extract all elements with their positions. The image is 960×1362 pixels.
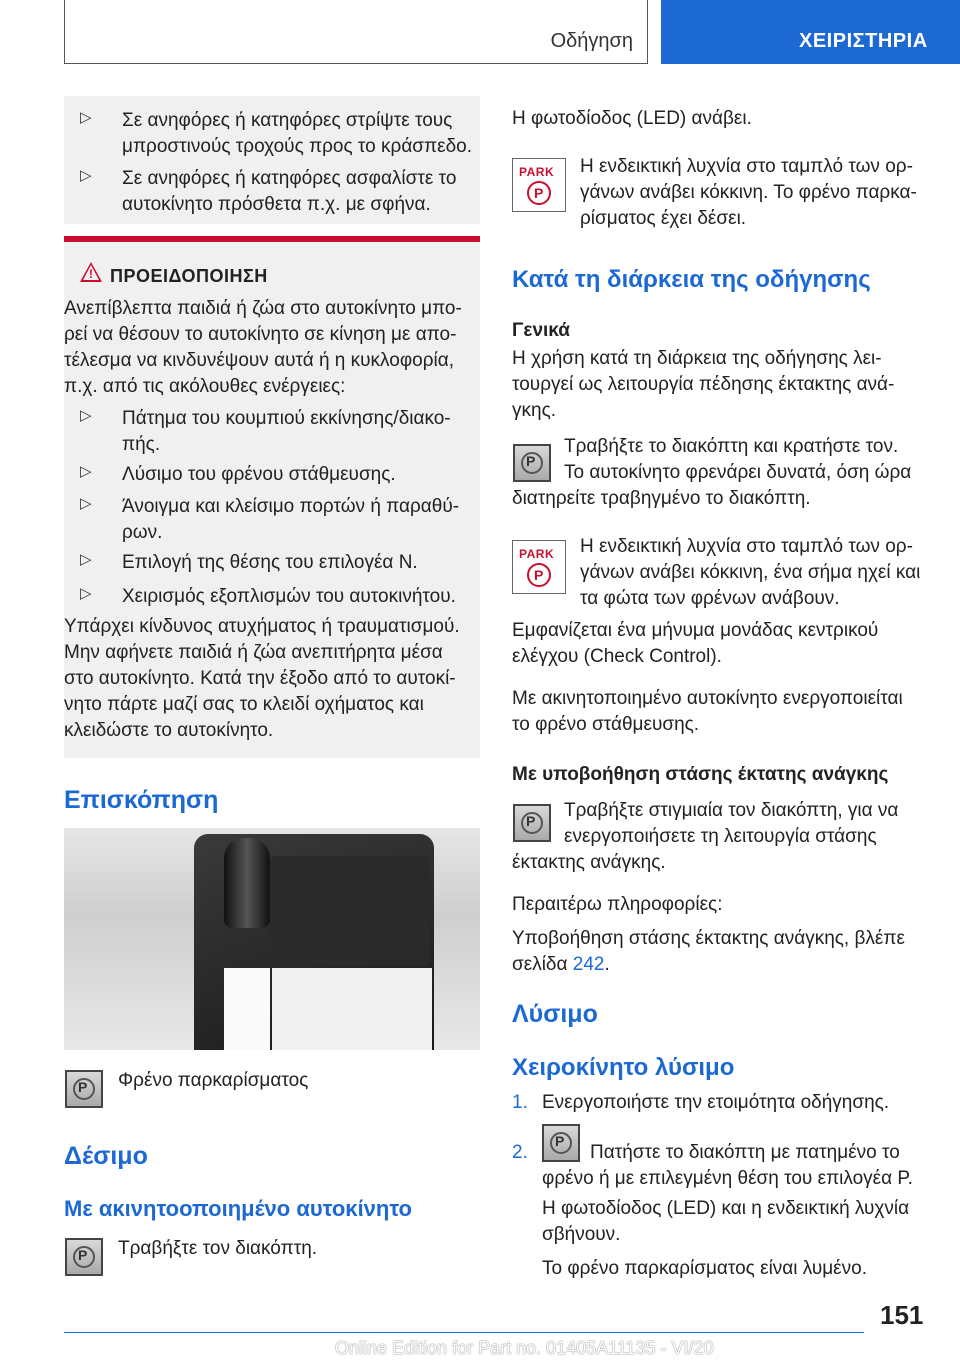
manual-release-heading: Χειροκίνητο λύσιμο: [512, 1054, 735, 1081]
bullet-icon: ▷: [80, 109, 92, 126]
park-warning-lamp-icon: PARK P: [512, 158, 566, 212]
step-1-text: Ενεργοποιήστε την ετοιμότητα οδήγησης.: [542, 1092, 890, 1113]
step-2-text: Πατήστε το διακόπτη με πατημένο το φρένο ή με επιλεγμένη θέση του επιλογέα P.: [542, 1142, 913, 1189]
footer-divider: [64, 1332, 864, 1333]
section-title: Οδήγηση: [550, 30, 633, 52]
chapter-title: ΧΕΙΡΙΣΤΗΡΙΑ: [799, 30, 928, 52]
release-heading: Λύσιμο: [512, 1000, 598, 1028]
warning-intro: Ανεπίβλεπτα παιδιά ή ζώα στο αυτοκίνητο μπο- ρεί να θέσουν το αυτοκίνητο σε κίνηση με απο- τέλεσμα να κινδυνέψουν αυτά ή η κυκλοφορία, π.χ. από τις ακόλουθες ενέργειες:: [64, 298, 462, 397]
edition-text: Online Edition for Part no. 01405A11135 - VI/20: [335, 1338, 714, 1358]
driving-heading: Κατά τη διάρκεια της οδήγησης: [512, 266, 871, 293]
led-text: Η φωτοδίοδος (LED) ανάβει.: [512, 108, 752, 129]
console-photo: [64, 828, 480, 1050]
page-number: 151: [880, 1300, 924, 1330]
standstill-text: Με ακινητοποιημένο αυτοκίνητο ενεργοποιείται το φρένο στάθμευσης.: [512, 688, 903, 735]
header-chapter-tab: [661, 0, 960, 64]
control-panel: [270, 856, 430, 966]
parking-brake-icon: P: [542, 1124, 580, 1162]
parking-brake-icon: P: [65, 1070, 103, 1108]
step-2-result: Η φωτοδίοδος (LED) και η ενδεικτική λυχνία σβήνουν.: [542, 1198, 910, 1245]
park-lamp-text-2: Η ενδεικτική λυχνία στο ταμπλό των ορ- γάνων ανάβει κόκκινη, ένα σήμα ηχεί και τα φώτα των φρένων ανάβουν.: [580, 536, 921, 609]
engage-heading: Δέσιμο: [64, 1142, 148, 1170]
warning-title: ΠΡΟΕΙΔΟΠΟΙΗΣΗ: [110, 266, 268, 286]
photo-caption: Φρένο παρκαρίσματος: [118, 1070, 309, 1091]
bullet-icon: ▷: [80, 463, 92, 480]
parking-brake-icon: P: [65, 1238, 103, 1276]
park-warning-lamp-icon: PARK P: [512, 540, 566, 594]
check-control-text: Εμφανίζεται ένα μήνυμα μονάδας κεντρικού ελέγχου (Check Control).: [512, 620, 879, 667]
parking-brake-icon: P: [513, 804, 551, 842]
bullet-icon: ▷: [80, 585, 92, 602]
bullet-icon: ▷: [80, 407, 92, 424]
warning-bar: [64, 236, 480, 242]
more-info-text: Περαιτέρω πληροφορίες:: [512, 894, 723, 915]
header-section-tab: [64, 0, 648, 64]
parking-brake-icon: P: [513, 444, 551, 482]
assist-text: Τραβήξτε στιγμιαία τον διακόπτη, για να ενεργοποιήσετε τη λειτουργία στάσης έκτακτης ανάγκης.: [512, 800, 899, 873]
general-text: Η χρήση κατά τη διάρκεια της οδήγησης λει- τουργεί ως λειτουργία πέδησης έκτακτης ανά- γκης.: [512, 348, 895, 421]
step-2-final: Το φρένο παρκαρίσματος είναι λυμένο.: [542, 1258, 867, 1279]
bullet-icon: ▷: [80, 551, 92, 568]
assist-reference: Υποβοήθηση στάσης έκτακτης ανάγκης, βλέπε σελίδα 242.: [512, 928, 905, 975]
park-lamp-text: Η ενδεικτική λυχνία στο ταμπλό των ορ- γάνων ανάβει κόκκινη. Το φρένο παρκα- ρίσματος έχει δέσει.: [580, 156, 917, 229]
hold-switch-text: Τραβήξτε το διακόπτη και κρατήστε τον. Το αυτοκίνητο φρενάρει δυνατά, όση ώρα διατηρείτε τραβηγμένο το διακόπτη.: [512, 436, 912, 509]
general-heading: Γενικά: [512, 320, 570, 341]
warning-triangle-icon: !: [80, 262, 102, 282]
assist-heading: Με υποβοήθηση στάσης έκτατης ανάγκης: [512, 764, 889, 785]
pull-switch-text: Τραβήξτε τον διακόπτη.: [118, 1238, 318, 1259]
page-link[interactable]: 242: [572, 954, 605, 975]
bullet-icon: ▷: [80, 495, 92, 512]
gear-selector-knob: [224, 838, 270, 928]
step-number: 1.: [512, 1092, 528, 1113]
step-number: 2.: [512, 1142, 528, 1163]
bullet-icon: ▷: [80, 167, 92, 184]
stationary-heading: Με ακινητοοποιημένο αυτοκίνητο: [64, 1196, 412, 1221]
overview-heading: Επισκόπηση: [64, 786, 219, 814]
warning-outro: Υπάρχει κίνδυνος ατυχήματος ή τραυματισμού. Μην αφήνετε παιδιά ή ζώα ανεπιτήρητα μέσα στο αυτοκίνητο. Κατά την έξοδο από το αυτοκί- νητο πάρτε μαζί σας το κλειδί οχήματος και κλειδώστε το αυτοκίνητο.: [64, 616, 460, 741]
